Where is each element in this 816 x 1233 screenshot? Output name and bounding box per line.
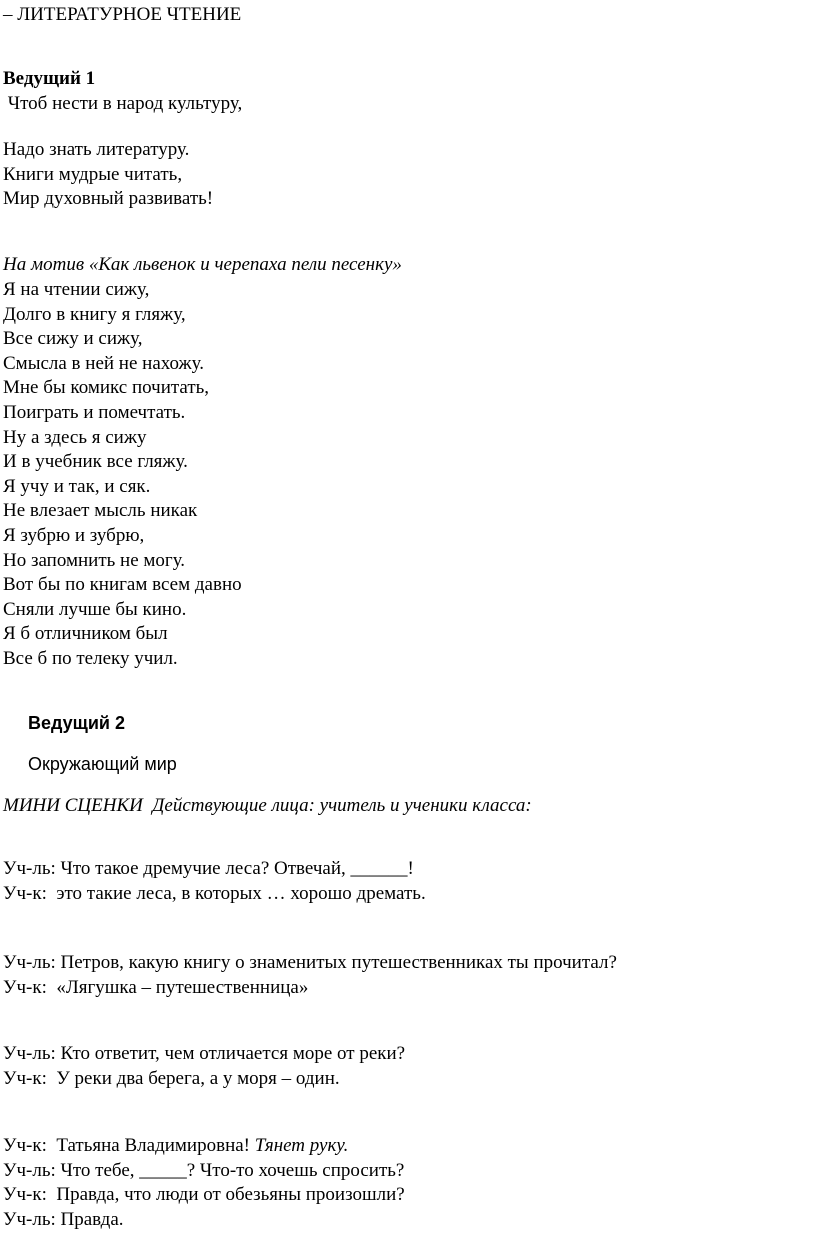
song-line: Сняли лучше бы кино. — [3, 599, 187, 620]
dialogue-line: Уч-к: это такие леса, в которых … хорошо дремать. — [3, 883, 426, 904]
song-intro: На мотив «Как львенок и черепаха пели песенку» — [3, 254, 402, 275]
song-line: Все сижу и сижу, — [3, 328, 143, 349]
poem-line: Чтоб нести в народ культуру, — [3, 93, 243, 114]
dialogue-line: Уч-ль: Кто ответит, чем отличается море от реки? — [3, 1043, 406, 1064]
song-line: Не влезает мысль никак — [3, 500, 198, 521]
song-line: Я б отличником был — [3, 623, 168, 644]
dialogue-line: Уч-к: «Лягушка – путешественница» — [3, 977, 309, 998]
dialogue-line-raise-hand — [3, 1135, 348, 1157]
dialogue-speaker-text: Уч-к: Татьяна Владимировна! — [3, 1135, 255, 1156]
song-line: Я зубрю и зубрю, — [3, 525, 145, 546]
song-line: Ну а здесь я сижу — [3, 427, 147, 448]
dialogue-line: Уч-ль: Петров, какую книгу о знаменитых путешественниках ты прочитал? — [3, 952, 617, 973]
poem-line: Надо знать литературу. — [3, 139, 190, 160]
song-line: Поиграть и помечтать. — [3, 402, 186, 423]
dialogue-line: Уч-ль: Что тебе, _____? Что-то хочешь спросить? — [3, 1160, 405, 1181]
song-line: Я учу и так, и сяк. — [3, 476, 151, 497]
scenes-intro: МИНИ СЦЕНКИ Действующие лица: учитель и ученики класса: — [3, 795, 532, 816]
song-line: Но запомнить не могу. — [3, 550, 186, 571]
dialogue-line: Уч-к: Правда, что люди от обезьяны произошли? — [3, 1184, 405, 1205]
host1-label: Ведущий 1 — [3, 68, 96, 89]
song-line: Вот бы по книгам всем давно — [3, 574, 242, 595]
dialogue-line: Уч-ль: Правда. — [3, 1209, 124, 1230]
song-line: И в учебник все гляжу. — [3, 451, 188, 472]
song-line: Долго в книгу я гляжу, — [3, 304, 186, 325]
song-line: Я на чтении сижу, — [3, 279, 150, 300]
song-line: Все б по телеку учил. — [3, 648, 178, 669]
section-title: – ЛИТЕРАТУРНОЕ ЧТЕНИЕ — [3, 4, 242, 25]
host2-label: Ведущий 2 — [28, 713, 125, 733]
dialogue-line: Уч-к: У реки два берега, а у моря – один. — [3, 1068, 340, 1089]
stage-direction: Тянет руку. — [254, 1135, 349, 1156]
song-line: Мне бы комикс почитать, — [3, 377, 210, 398]
subject-heading: Окружающий мир — [28, 754, 177, 774]
dialogue-line: Уч-ль: Что такое дремучие леса? Отвечай, ______! — [3, 858, 414, 879]
poem-line: Книги мудрые читать, — [3, 164, 183, 185]
song-line: Смысла в ней не нахожу. — [3, 353, 205, 374]
poem-line: Мир духовный развивать! — [3, 188, 214, 209]
